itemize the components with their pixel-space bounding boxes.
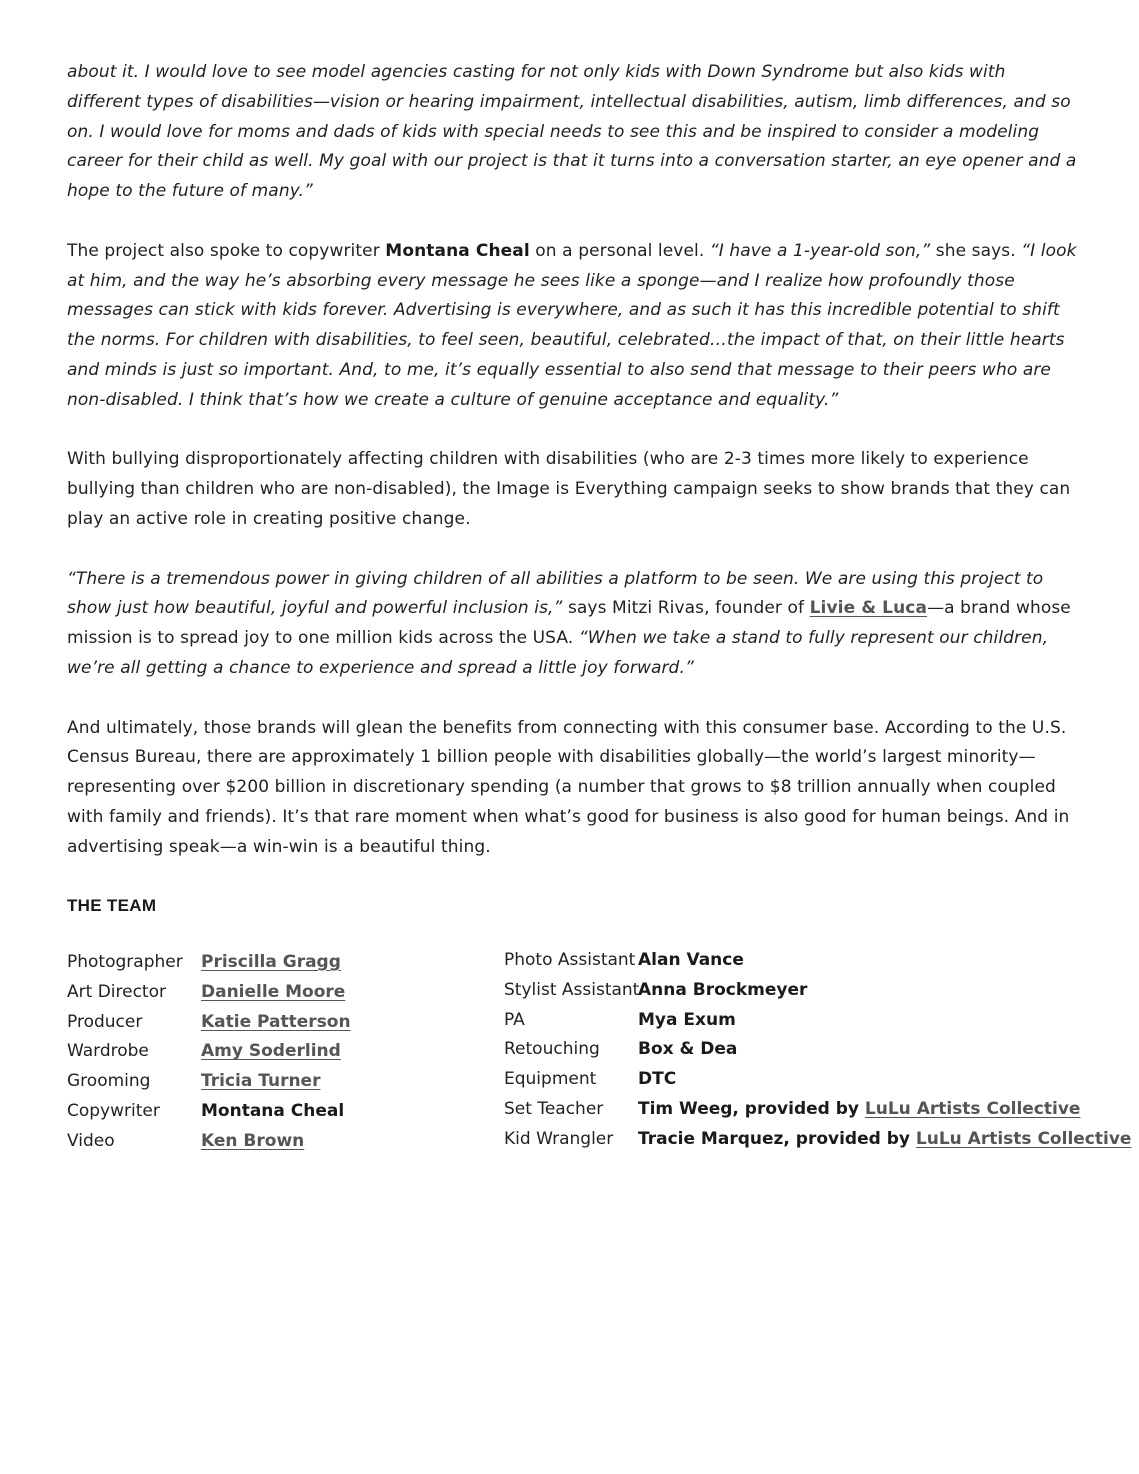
team-member-name xyxy=(638,1095,1080,1125)
team-row xyxy=(67,1037,351,1067)
team-row xyxy=(67,1097,351,1127)
team-member-link[interactable]: Tricia Turner xyxy=(201,1071,321,1092)
team-member-name: DTC xyxy=(638,1069,677,1090)
quote-text: “There is a tremendous power in giving children of all abilities a platform to be seen. We are using this project to show just how beautiful, joyful and powerful inclusion is,” xyxy=(67,568,1044,619)
paragraph-founder xyxy=(67,565,1077,684)
team-row xyxy=(67,948,351,978)
team-credits xyxy=(67,948,1132,1168)
paragraph-quote-continuation xyxy=(67,58,1077,207)
livie-and-luca-link[interactable]: Livie & Luca xyxy=(809,598,928,619)
team-member-link[interactable]: Amy Soderlind xyxy=(201,1041,341,1062)
team-role: Wardrobe xyxy=(67,1041,149,1062)
paragraph-text: says Mitzi Rivas, founder of xyxy=(562,598,810,619)
team-role: Equipment xyxy=(504,1069,597,1090)
team-member-name: Box & Dea xyxy=(638,1039,738,1060)
quote-text: “I have a 1-year-old son,” xyxy=(709,240,931,261)
team-member-link[interactable]: Danielle Moore xyxy=(201,981,346,1002)
team-column-right xyxy=(504,946,1131,1155)
team-member-name: Montana Cheal xyxy=(201,1100,345,1121)
team-role: Copywriter xyxy=(67,1100,160,1121)
article-body xyxy=(67,58,1077,916)
quote-text: about it. I would love to see model agencies casting for not only kids with Down Syndrome but also kids with different types of disabilities—vision or hearing impairment, intellectual disabilities, autism, limb differences, and so on. I would love for moms and dads of kids with special needs to see this and be inspired to consider a modeling career for their child as well. My goal with our project is that it turns into a conversation starter, an eye opener and a hope to the future of many.” xyxy=(67,62,1077,202)
team-row xyxy=(504,1095,1131,1125)
team-row xyxy=(504,1006,1131,1036)
paragraph-text: —a brand whose mission is to spread joy to one million kids across the USA. xyxy=(67,598,1071,649)
team-member-name-text: Tracie Marquez, provided by xyxy=(638,1128,916,1149)
team-row xyxy=(504,976,1131,1006)
team-row xyxy=(67,1127,351,1157)
paragraph-bullying: With bullying disproportionately affecting children with disabilities (who are 2-3 times more likely to experience bullying than children who are non-disabled), the Image is Everything campaign seeks to show brands that they can play an active role in creating positive change. xyxy=(67,449,1071,529)
team-member-name xyxy=(638,1125,1131,1155)
team-role: Photo Assistant xyxy=(504,950,636,970)
quote-text: “I look at him, and the way he’s absorbing every message he sees like a sponge—and I realize how profoundly those messages can stick with kids forever. Advertising is everywhere, and as such it has this incredible potential to shift the norms. For children with disabilities, to feel seen, beautiful, celebrated…the impact of that, on their little hearts and minds is just so important. And, to me, it’s equally essential to also send that message to their peers who are non-disabled. I think that’s how we create a culture of genuine acceptance and equality.” xyxy=(67,240,1077,410)
team-column-left xyxy=(67,948,351,1157)
paragraph-copywriter xyxy=(67,237,1077,416)
paragraph-census: And ultimately, those brands will glean the benefits from connecting with this consumer base. According to the U.S. Census Bureau, there are approximately 1 billion people with disabilities globally—the world’s largest minority—representing over $200 billion in discretionary spending (a number that grows to $8 trillion annually when coupled with family and friends). It’s that rare moment when what’s good for business is also good for human beings. And in advertising speak—a win-win is a beautiful thing. xyxy=(67,717,1070,857)
team-role: Stylist Assistant xyxy=(504,979,640,1000)
paragraph-text: The project also spoke to copywriter xyxy=(67,240,386,261)
team-role: Kid Wrangler xyxy=(504,1128,614,1149)
team-role: Video xyxy=(67,1130,115,1151)
team-role: Set Teacher xyxy=(504,1098,604,1119)
team-member-link[interactable]: Ken Brown xyxy=(201,1130,305,1151)
team-member-link[interactable]: Katie Patterson xyxy=(201,1011,351,1032)
team-role: Photographer xyxy=(67,952,183,972)
team-role: PA xyxy=(504,1009,525,1030)
team-row xyxy=(67,978,351,1008)
team-role: Art Director xyxy=(67,981,166,1002)
team-member-name-text: Tim Weeg, provided by xyxy=(638,1098,865,1119)
team-role: Retouching xyxy=(504,1039,600,1060)
paragraph-text: she says. xyxy=(930,240,1022,261)
team-role: Producer xyxy=(67,1011,143,1032)
team-heading: THE TEAM xyxy=(67,895,157,915)
team-member-name: Alan Vance xyxy=(638,950,744,970)
copywriter-name: Montana Cheal xyxy=(385,240,530,261)
team-member-name: Mya Exum xyxy=(638,1009,736,1030)
team-row xyxy=(504,1035,1131,1065)
team-row xyxy=(504,946,1131,976)
team-row xyxy=(67,1067,351,1097)
quote-text: “When we take a stand to fully represent our children, we’re all getting a chance to experience and spread a little joy forward.” xyxy=(67,628,1049,678)
lulu-artists-collective-link[interactable]: LuLu Artists Collective xyxy=(915,1128,1132,1149)
team-member-name: Anna Brockmeyer xyxy=(638,979,808,1000)
paragraph-text: on a personal level. xyxy=(529,240,710,261)
team-row xyxy=(504,1065,1131,1095)
team-row xyxy=(504,1125,1131,1155)
team-role: Grooming xyxy=(67,1071,151,1092)
team-row xyxy=(67,1008,351,1038)
team-member-link[interactable]: Priscilla Gragg xyxy=(201,952,341,972)
lulu-artists-collective-link[interactable]: LuLu Artists Collective xyxy=(864,1098,1081,1119)
